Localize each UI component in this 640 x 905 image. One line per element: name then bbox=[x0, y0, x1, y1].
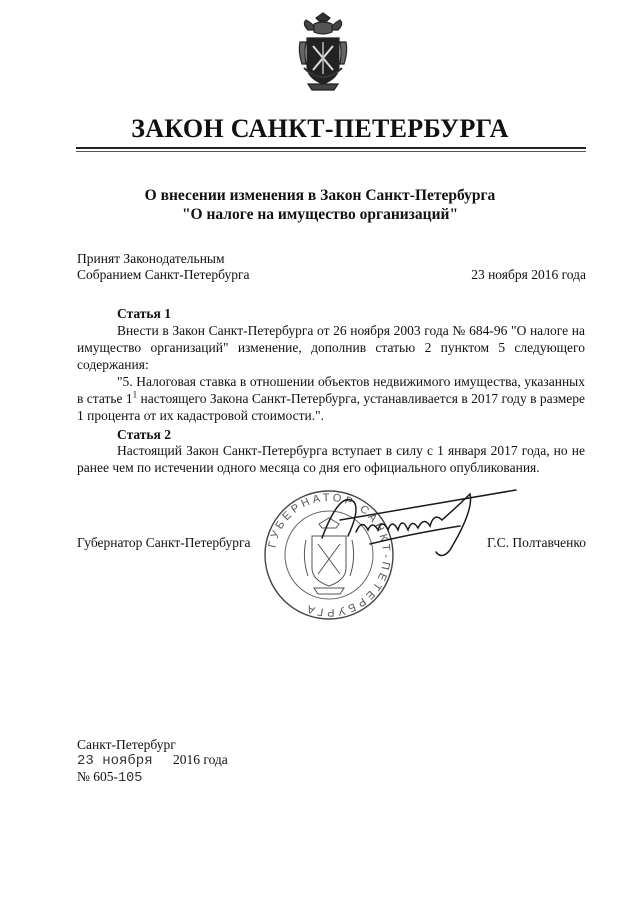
article1-quote-part2: настоящего Закона Санкт-Петербурга, устанавливается в 2017 году в размере 1 процента от их кадастровой стоимости.". bbox=[77, 391, 585, 423]
seal-text: ГУБЕРНАТОР САНКТ-ПЕТЕРБУРГА bbox=[266, 491, 393, 619]
article1-quote-superscript: 1 bbox=[132, 389, 138, 400]
article1-paragraph: Внести в Закон Санкт-Петербурга от 26 ноября 2003 года № 684-96 "О налоге на имущество организаций" изменение, дополнив статью 2 пунктом 5 следующего содержания: bbox=[77, 323, 585, 372]
governor-name: Г.С. Полтавченко bbox=[486, 535, 586, 550]
law-number-handwritten: 105 bbox=[118, 771, 143, 786]
signing-year: 2016 года bbox=[173, 752, 228, 767]
title-divider-thick bbox=[76, 147, 586, 149]
signing-date bbox=[77, 752, 228, 769]
article2-paragraph: Настоящий Закон Санкт-Петербурга вступает в силу с 1 января 2017 года, но не ранее чем по истечении одного месяца со дня его официального опубликования. bbox=[77, 443, 585, 475]
acceptance-line1: Принят Законодательным bbox=[77, 251, 225, 266]
law-number-prefix: № 605- bbox=[77, 769, 119, 784]
title-divider-thin bbox=[76, 151, 586, 152]
law-number bbox=[77, 768, 142, 787]
acceptance-date: 23 ноября 2016 года bbox=[471, 267, 586, 282]
article1-quote bbox=[77, 373, 585, 424]
article2-heading: Статья 2 bbox=[117, 427, 171, 442]
law-subtitle-line2: "О налоге на имущество организаций" bbox=[181, 206, 459, 223]
law-subtitle-line1: О внесении изменения в Закон Санкт-Петербурга bbox=[144, 187, 496, 204]
signing-date-handwritten: 23 ноября bbox=[77, 753, 153, 769]
article1-quote-part1: "5. Налоговая ставка в отношении объектов недвижимого имущества, указанных в статье 1 bbox=[77, 374, 585, 406]
law-title: ЗАКОН САНКТ-ПЕТЕРБУРГА bbox=[131, 114, 509, 143]
signing-place: Санкт-Петербург bbox=[77, 737, 176, 752]
acceptance-line2: Собранием Санкт-Петербурга bbox=[77, 267, 250, 282]
coat-of-arms-emblem bbox=[294, 12, 352, 94]
article1-heading: Статья 1 bbox=[117, 306, 171, 321]
governor-title: Губернатор Санкт-Петербурга bbox=[77, 535, 251, 550]
